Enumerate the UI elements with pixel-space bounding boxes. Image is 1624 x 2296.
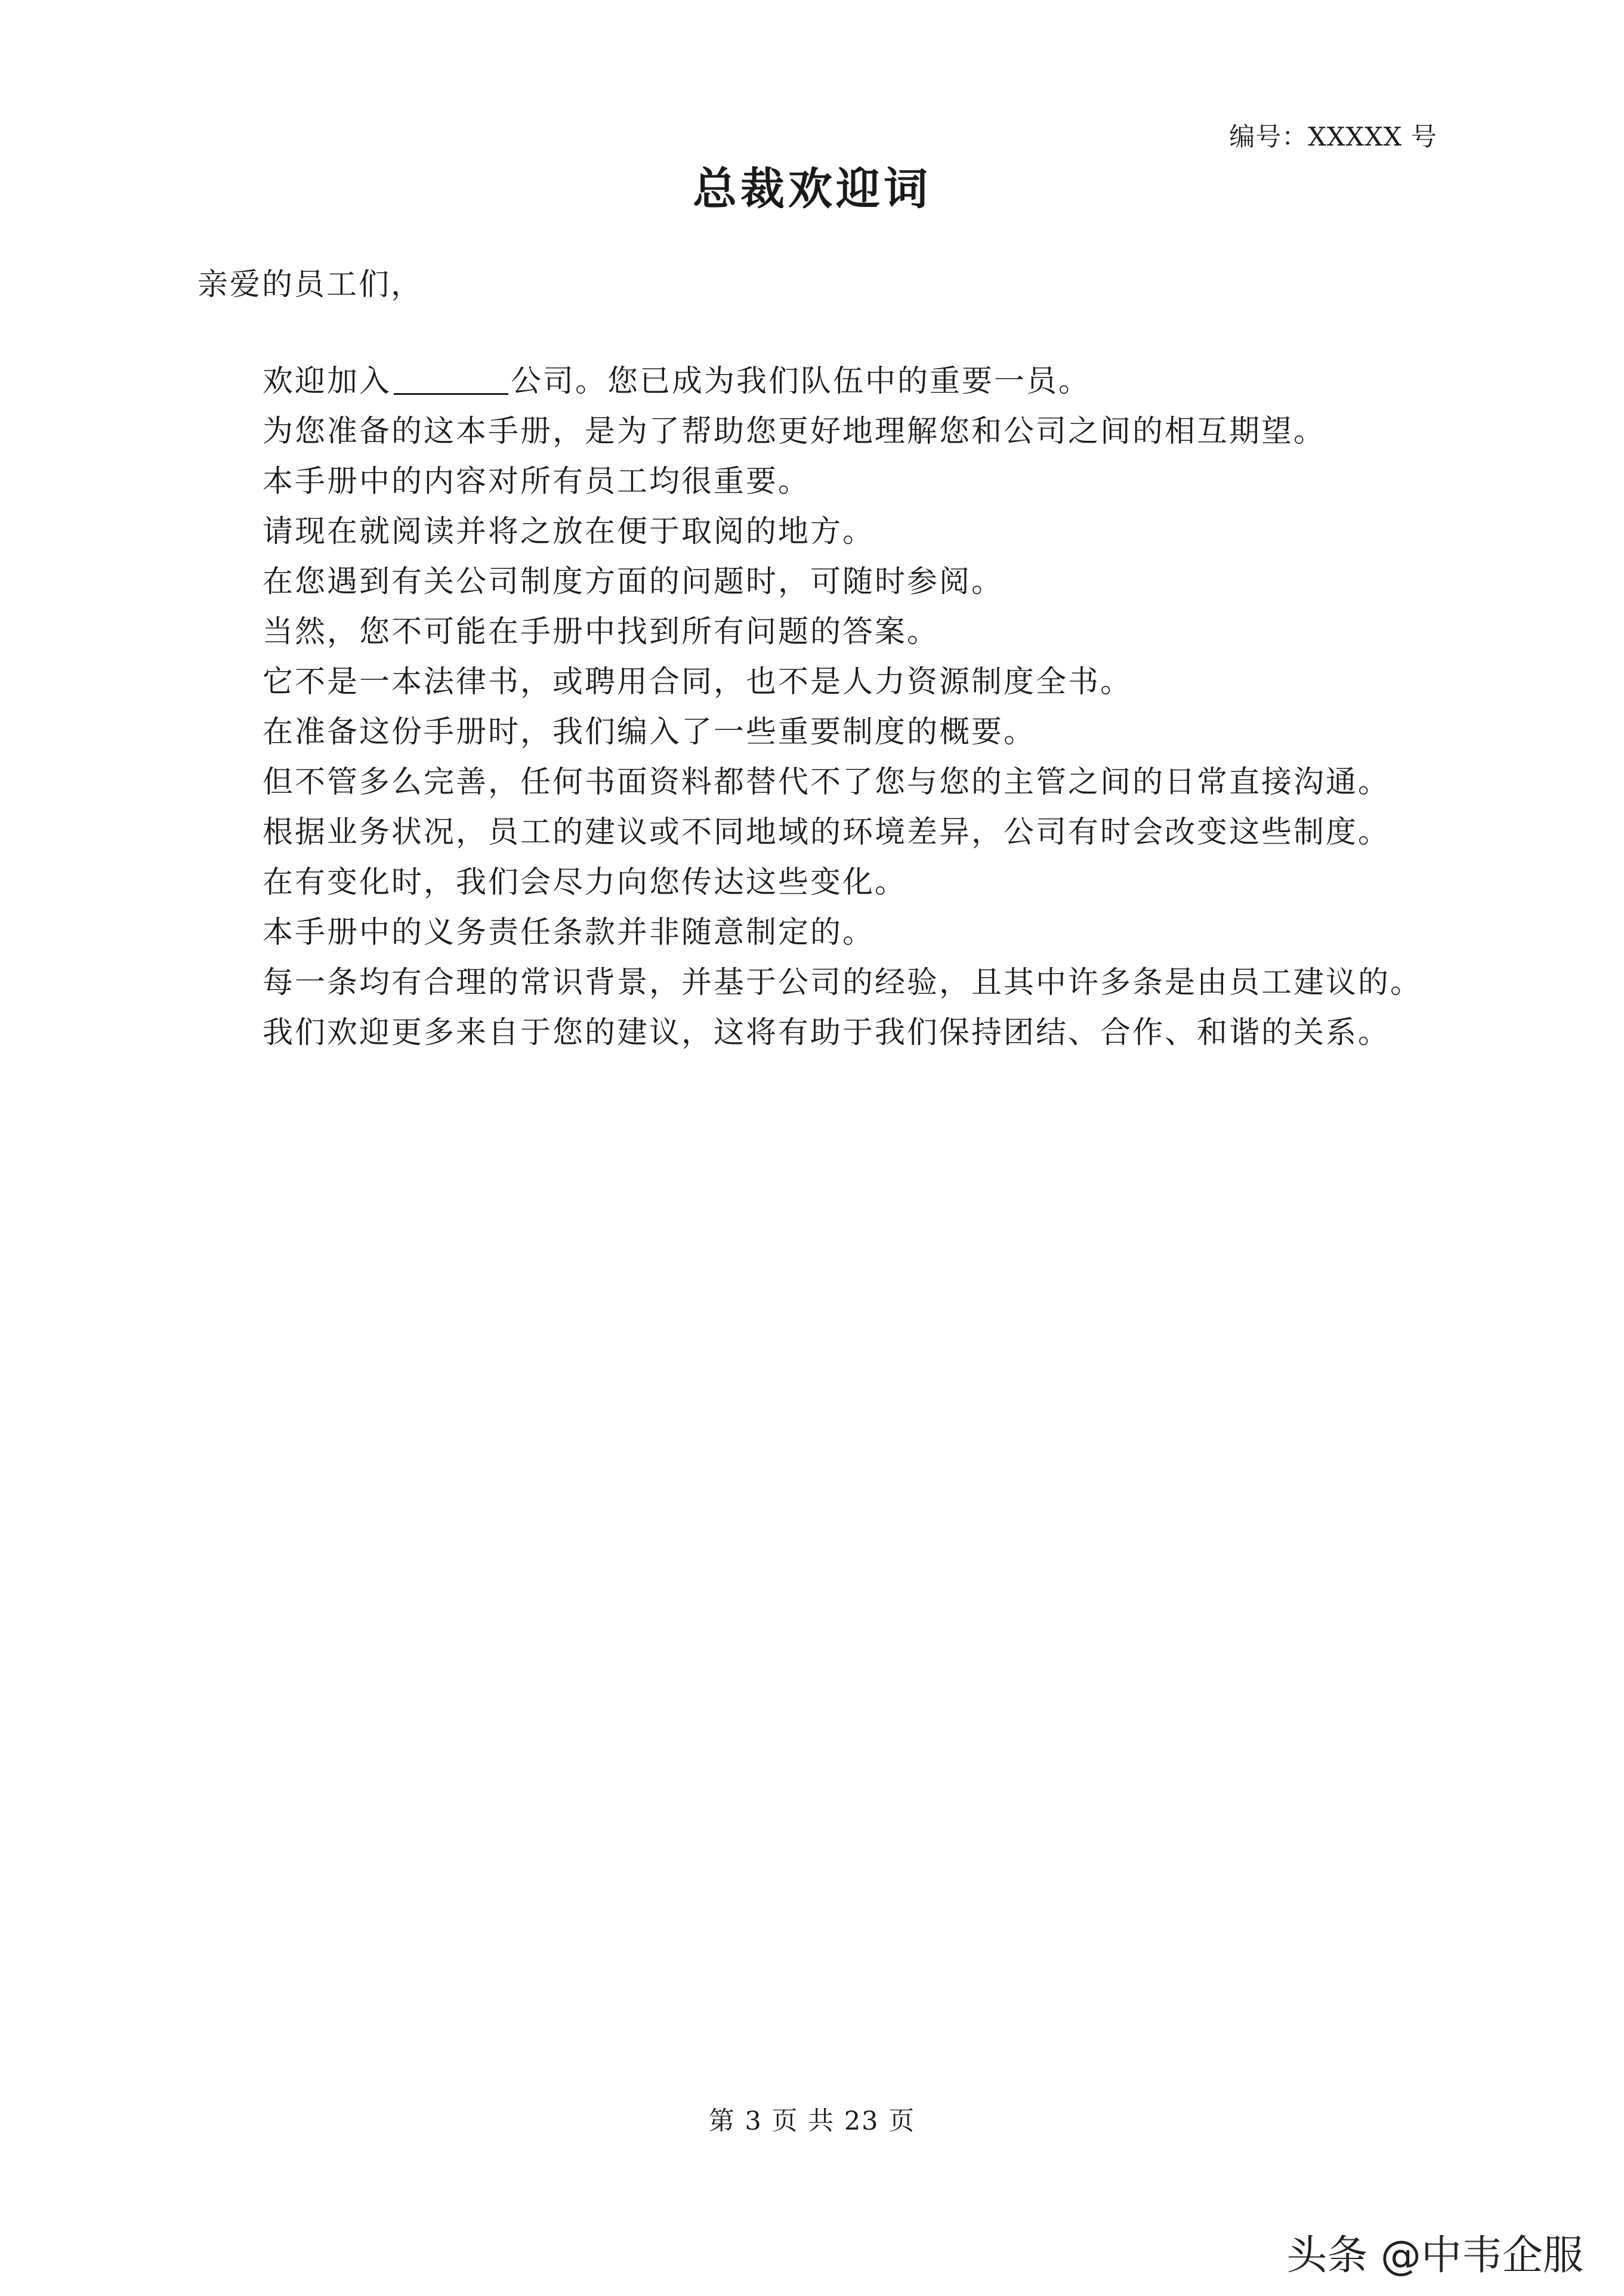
body-line-10: 根据业务状况，员工的建议或不同地域的环境差异，公司有时会改变这些制度。	[263, 815, 1391, 850]
body-line-11: 在有变化时，我们会尽力向您传达这些变化。	[263, 865, 907, 900]
body-line-7: 它不是一本法律书，或聘用合同，也不是人力资源制度全书。	[263, 665, 1133, 700]
company-name-blank	[394, 362, 508, 395]
body-line-2: 为您准备的这本手册，是为了帮助您更好地理解您和公司之间的相互期望。	[263, 414, 1326, 449]
body-line-1	[263, 357, 1515, 407]
body-line-5: 在您遇到有关公司制度方面的问题时，可随时参阅。	[263, 564, 1004, 600]
body-line-9: 但不管多么完善，任何书面资料都替代不了您与您的主管之间的日常直接沟通。	[263, 765, 1391, 800]
body-line-3: 本手册中的内容对所有员工均很重要。	[263, 464, 811, 499]
salutation: 亲爱的员工们，	[197, 267, 424, 302]
document-number: 编号：XXXXX 号	[1229, 122, 1437, 152]
body-line-13: 每一条均有合理的常识背景，并基于公司的经验，且其中许多条是由员工建议的。	[263, 965, 1423, 1000]
body-line-6: 当然，您不可能在手册中找到所有问题的答案。	[263, 614, 940, 650]
body-line-4: 请现在就阅读并将之放在便于取阅的地方。	[263, 514, 875, 549]
line-1-after-blank: 公司。您已成为我们队伍中的重要一员。	[511, 364, 1091, 399]
body-line-8: 在准备这份手册时，我们编入了一些重要制度的概要。	[263, 715, 1036, 750]
body-line-12: 本手册中的义务责任条款并非随意制定的。	[263, 915, 875, 950]
body-text	[263, 357, 1515, 1058]
page-footer: 第 3 页 共 23 页	[708, 2106, 916, 2136]
line-1-before-blank: 欢迎加入	[263, 364, 392, 399]
page-title: 总裁欢迎词	[693, 163, 931, 215]
watermark: 头条 @中韦企服	[1286, 2232, 1583, 2279]
body-line-14: 我们欢迎更多来自于您的建议，这将有助于我们保持团结、合作、和谐的关系。	[263, 1015, 1391, 1050]
